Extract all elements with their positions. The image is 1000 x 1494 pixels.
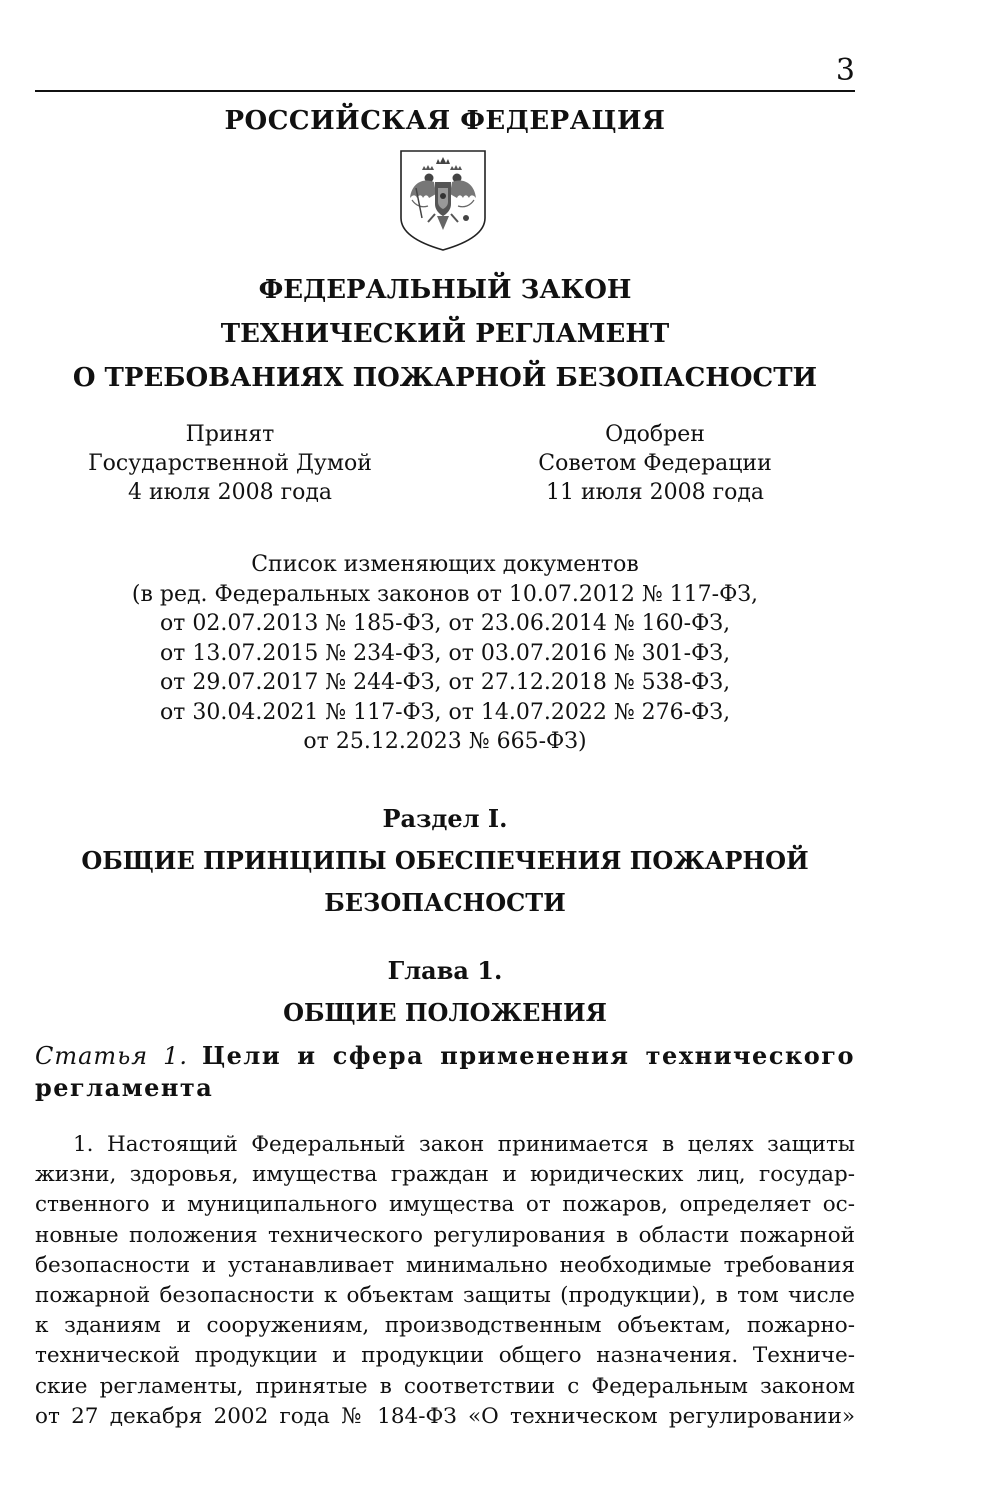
amendments-block (35, 550, 855, 757)
paragraph-line: технической продукции и продукции общего назначения. Техниче- (35, 1343, 855, 1369)
paragraph-line: ские регламенты, принятые в соответствии с Федеральным законом (35, 1373, 855, 1399)
approved-line-2: Советом Федерации (538, 451, 772, 476)
law-title-line-1: ФЕДЕРАЛЬНЫЙ ЗАКОН (258, 275, 632, 305)
paragraph-line: от 27 декабря 2002 года № 184-ФЗ «О техническом регулировании» (35, 1403, 855, 1429)
paragraph-line: к зданиям и сооружениям, производственным объектам, пожарно- (35, 1313, 855, 1339)
article-label: Статья 1. (35, 1042, 188, 1070)
russian-coat-of-arms-icon (398, 148, 488, 252)
adopted-line-3: 4 июля 2008 года (127, 480, 333, 505)
adopted-line-1: Принят (185, 422, 275, 447)
chapter-title: ОБЩИЕ ПОЛОЖЕНИЯ (283, 998, 607, 1027)
chapter-label: Глава 1. (387, 956, 503, 985)
paragraph-line: 1. Настоящий Федеральный закон принимается в целях защиты (73, 1132, 855, 1157)
law-title (35, 268, 855, 400)
paragraph-line: безопасности и устанавливает минимально необходимые требования (35, 1252, 855, 1278)
page-number: 3 (835, 53, 855, 88)
approved-block (490, 420, 820, 507)
adopted-block (65, 420, 395, 507)
article-title: Цели и сфера применения технического регламента (35, 1041, 855, 1102)
paragraph-line: жизни, здоровья, имущества граждан и юридических лиц, государ- (35, 1162, 855, 1188)
article-paragraph (35, 1130, 855, 1432)
chapter-heading (35, 950, 855, 1034)
amendments-line: от 02.07.2013 № 185-ФЗ, от 23.06.2014 № 160-ФЗ, (159, 611, 731, 636)
paragraph-line: новные положения технического регулирования в области пожарной (35, 1222, 855, 1248)
paragraph-line: пожарной безопасности к объектам защиты (продукции), в том числе (35, 1283, 855, 1309)
amendments-line: от 25.12.2023 № 665-ФЗ) (303, 729, 587, 754)
amendments-line: от 30.04.2021 № 117-ФЗ, от 14.07.2022 № 276-ФЗ, (159, 699, 731, 725)
country-heading: РОССИЙСКАЯ ФЕДЕРАЦИЯ (224, 106, 666, 136)
section-title-line-2: БЕЗОПАСНОСТИ (324, 888, 566, 917)
amendments-heading: Список изменяющих документов (251, 552, 639, 577)
adopted-line-2: Государственной Думой (88, 451, 372, 476)
law-title-line-2: ТЕХНИЧЕСКИЙ РЕГЛАМЕНТ (220, 319, 670, 349)
approved-line-3: 11 июля 2008 года (545, 480, 765, 505)
header-rule (35, 90, 855, 92)
amendments-line: от 29.07.2017 № 244-ФЗ, от 27.12.2018 № 538-ФЗ, (159, 670, 731, 695)
section-title-line-1: ОБЩИЕ ПРИНЦИПЫ ОБЕСПЕЧЕНИЯ ПОЖАРНОЙ (81, 846, 809, 875)
section-heading (35, 798, 855, 924)
amendments-line: (в ред. Федеральных законов от 10.07.2012 № 117-ФЗ, (131, 581, 759, 607)
article-heading (35, 1040, 855, 1104)
amendments-line: от 13.07.2015 № 234-ФЗ, от 03.07.2016 № 301-ФЗ, (159, 640, 731, 666)
section-label: Раздел I. (382, 804, 508, 833)
paragraph-line: ственного и муниципального имущества от пожаров, определяет ос- (35, 1192, 855, 1218)
approved-line-1: Одобрен (605, 422, 705, 447)
law-title-line-3: О ТРЕБОВАНИЯХ ПОЖАРНОЙ БЕЗОПАСНОСТИ (72, 363, 818, 393)
